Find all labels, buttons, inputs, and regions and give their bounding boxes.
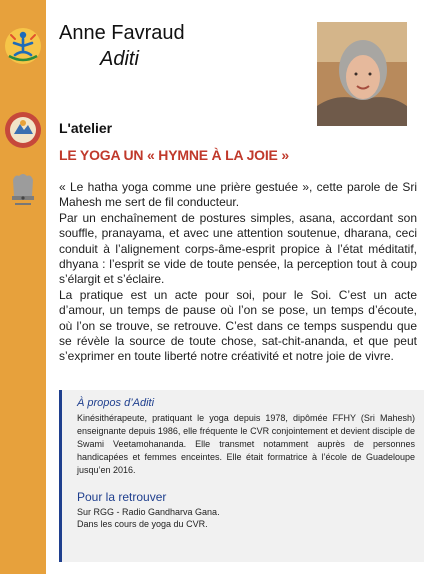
article-title: LE YOGA UN « HYMNE À LA JOIE » (59, 147, 289, 163)
find-line: Dans les cours de yoga du CVR. (77, 519, 208, 529)
find-details (77, 506, 415, 530)
portrait-photo (317, 22, 407, 126)
author-name: Anne Favraud (59, 22, 185, 44)
paragraph: « Le hatha yoga comme une prière gestuée », cette parole de Sri Mahesh me sert de fil conducteur. (59, 180, 417, 210)
sidebar-stripe (0, 0, 46, 574)
author-alias: Aditi (100, 48, 139, 70)
yoga-day-logo-icon (3, 26, 43, 66)
about-text: Kinésithérapeute, pratiquant le yoga depuis 1978, dipômée FFHY (Sri Mahesh) enseignante depuis 1986, elle fréquente le CVR conjointement et devient disciple de Swami Veetamohananda. Elle transmet notamment auprès de personnes handicapées et femmes enceintes. Elle était formatrice à l’école de Guadeloupe jusqu’en 2016. (77, 413, 415, 475)
article-body (59, 180, 417, 365)
about-box (59, 390, 424, 562)
find-line: Sur RGG - Radio Gandharva Gana. (77, 507, 220, 517)
paragraph: La pratique est un acte pour soi, pour le Soi. C’est un acte d’amour, un temps de pause où l’on se pose, un temps d’écoute, où l’on se trouve, se retrouve. C’est dans ce temps suspendu que se révèle la source de toute chose, sat-chit-ananda, et que peut s’exprimer en toute liberté notre créativité et notre joie de vivre. (59, 287, 417, 364)
about-heading: À propos d’Aditi (77, 397, 155, 409)
paragraph: Par un enchaînement de postures simples, asana, accordant son souffle, pranayama, et avec une attention soutenue, dharana, ceci conduit à l’alignement corps-âme-esprit propice à l’état méditatif, dhyana : l’esprit se vide de toute pensée, la perception tout à coup s’élargit et s’éclaire. (59, 210, 417, 287)
section-label: L'atelier (59, 120, 113, 136)
circular-emblem-icon (3, 110, 43, 150)
find-heading: Pour la retrouver (77, 490, 167, 504)
lion-capital-emblem-icon (3, 170, 43, 210)
